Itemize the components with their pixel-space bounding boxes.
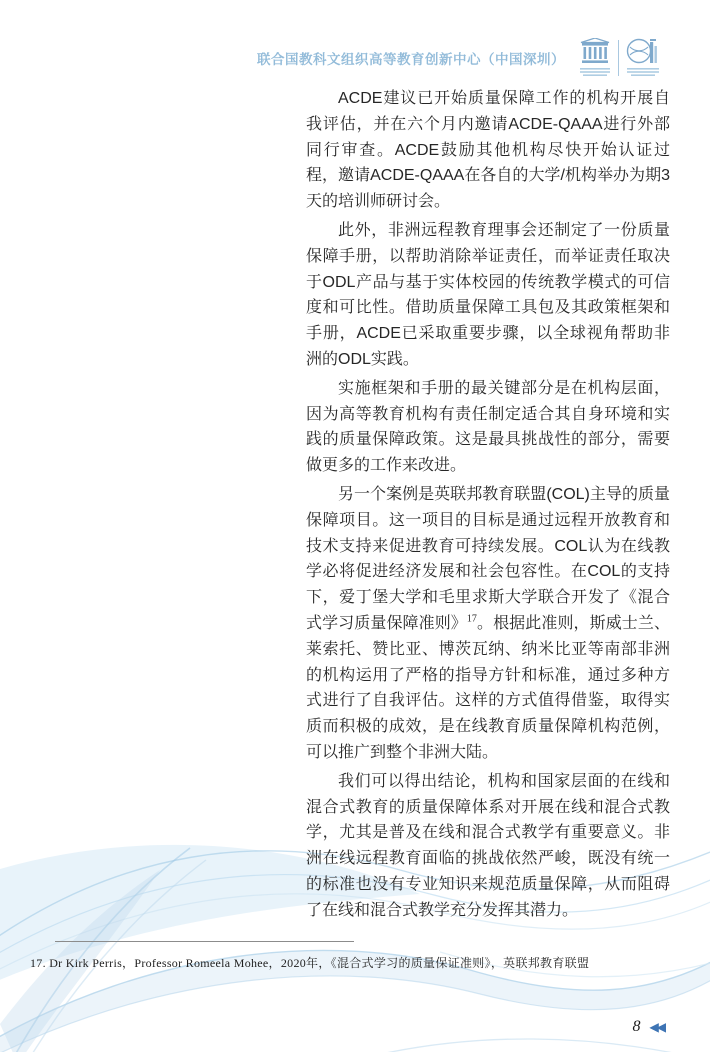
body-text-column bbox=[306, 86, 670, 927]
paragraph-col-case bbox=[306, 482, 670, 766]
paragraph-col-case-pre: 另一个案例是英联邦教育联盟(COL)主导的质量保障项目。这一项目的目标是通过远程开放教育和技术支持来促进教育可持续发展。COL认为在线教学必将促进经济发展和社会包容性。在COL的支持下，爱丁堡大学和毛里求斯大学联合开发了《混合式学习质量保障准则》 bbox=[306, 485, 670, 632]
paragraph-qa-handbook: 此外，非洲远程教育理事会还制定了一份质量保障手册，以帮助消除举证责任，而举证责任取决于ODL产品与基于实体校园的传统教学模式的可信度和可比性。借助质量保障工具包及其政策框架和手册，ACDE已采取重要步骤，以全球视角帮助非洲的ODL实践。 bbox=[306, 221, 670, 368]
paragraph-conclusion: 我们可以得出结论，机构和国家层面的在线和混合式教育的质量保障体系对开展在线和混合式教学，尤其是普及在线和混合式教学有重要意义。非洲在线远程教育面临的挑战依然严峻，既没有统一的标准也没有专业知识来规范质量保障，从而阻碍了在线和混合式教学充分发挥其潜力。 bbox=[306, 772, 670, 919]
back-arrows-icon[interactable]: ◀◀ bbox=[649, 1020, 664, 1034]
paragraph-acde-self-assessment: ACDE建议已开始质量保障工作的机构开展自我评估，并在六个月内邀请ACDE-QAAA进行外部同行审查。ACDE鼓励其他机构尽快开始认证过程，邀请ACDE-QAAA在各自的大学/机构举办为期3天的培训师研讨会。 bbox=[306, 90, 670, 211]
centre-logo-icon bbox=[626, 38, 660, 82]
paragraph-col-case-post: 。根据此准则，斯威士兰、莱索托、赞比亚、博茨瓦纳、纳米比亚等南部非洲的机构运用了严格的指导方针和标准，通过多种方式进行了自我评估。这样的方式值得借鉴，取得实质而积极的成效，是在线教育质量保障机构范例，可以推广到整个非洲大陆。 bbox=[306, 614, 670, 761]
logo-divider bbox=[618, 40, 619, 76]
footnote-separator bbox=[55, 941, 354, 942]
header-title: 联合国教科文组织高等教育创新中心（中国深圳） bbox=[257, 52, 565, 67]
footnote-ref-17: 17 bbox=[466, 613, 477, 625]
page-footer bbox=[633, 1018, 664, 1036]
page-header bbox=[0, 38, 660, 82]
logo-group bbox=[579, 38, 660, 82]
unesco-logo-icon bbox=[579, 38, 611, 82]
footnote-text: 17. Dr Kirk Perris，Professor Romeela Mohee，2020年，《混合式学习的质量保证准则》，英联邦教育联盟 bbox=[30, 956, 590, 970]
paragraph-implementation-framework: 实施框架和手册的最关键部分是在机构层面，因为高等教育机构有责任制定适合其自身环境和实践的质量保障政策。这是最具挑战性的部分，需要做更多的工作来改进。 bbox=[306, 379, 670, 475]
page-number: 8 bbox=[632, 1018, 641, 1035]
